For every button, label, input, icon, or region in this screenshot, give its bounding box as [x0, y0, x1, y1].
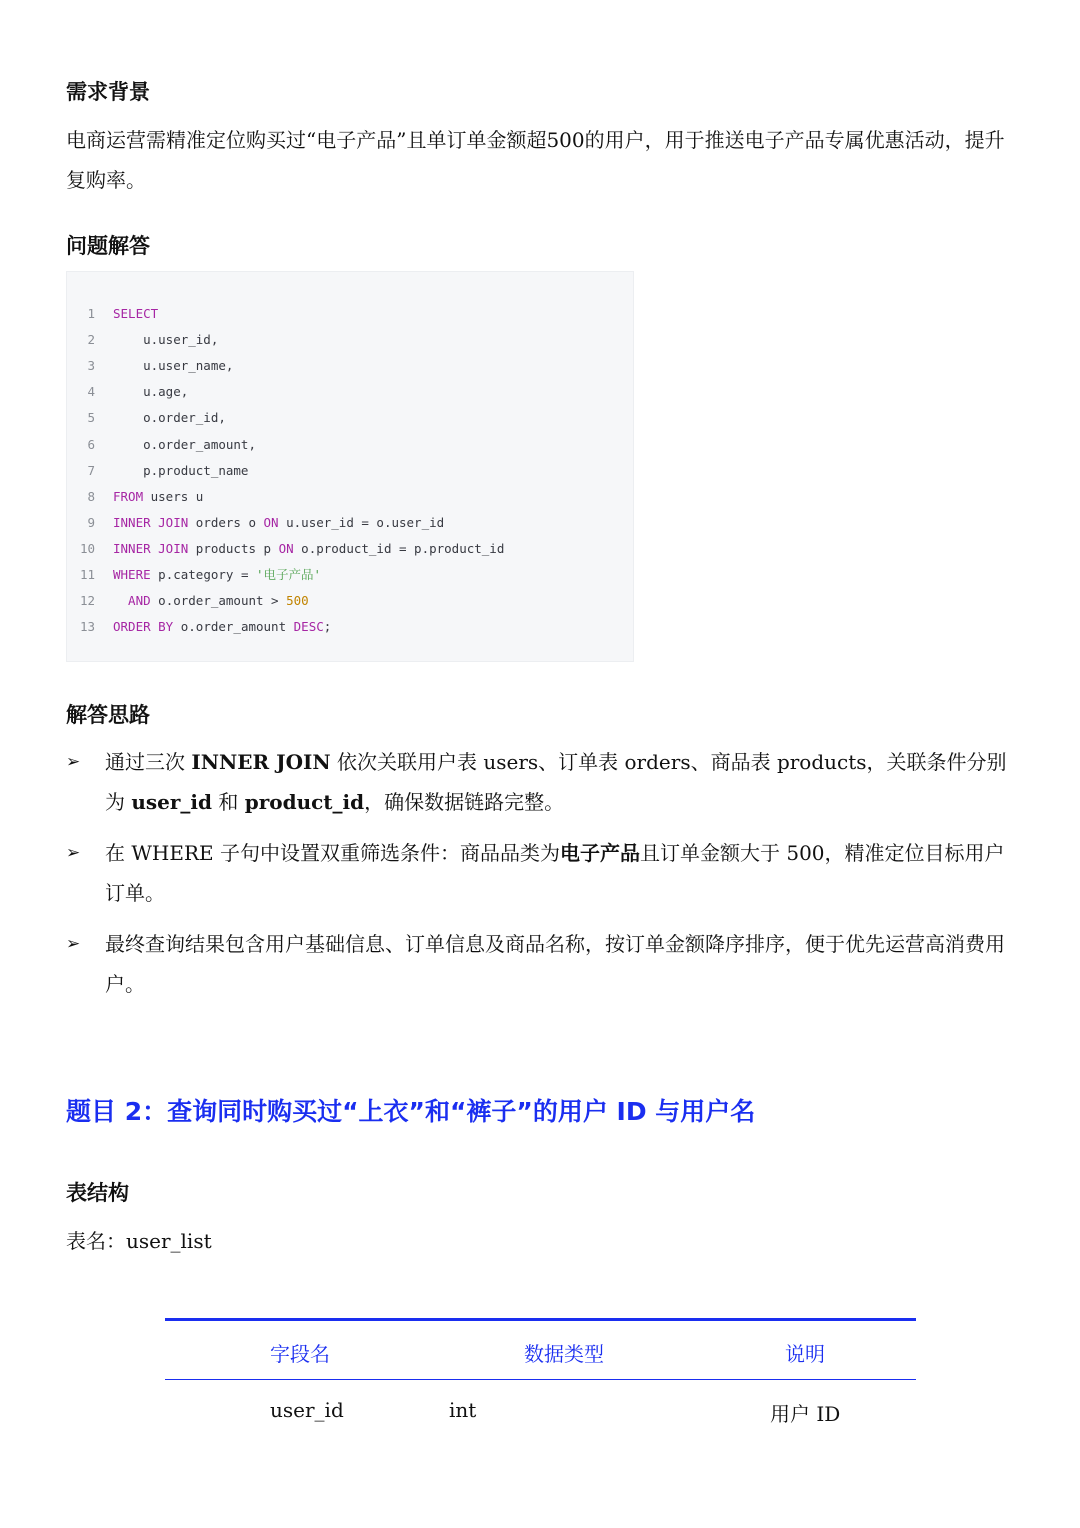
bold-term: product_id — [244, 790, 365, 814]
code-line — [67, 327, 218, 353]
heading-approach: 解答思路 — [66, 703, 150, 727]
question-2-title: 题目 2：查询同时购买过“上衣”和“裤子”的用户 ID 与用户名 — [66, 1097, 756, 1126]
text-run: 且订单金额大于 500，精准定位目标用户订单。 — [105, 841, 1005, 905]
heading-background: 需求背景 — [66, 80, 150, 104]
line-number: 9 — [87, 514, 95, 530]
sql-code-block — [66, 271, 634, 662]
table-header-desc: 说明 — [785, 1342, 825, 1366]
code-line — [67, 353, 233, 379]
heading-answer: 问题解答 — [66, 234, 150, 258]
line-number: 5 — [87, 410, 95, 426]
code-line — [67, 301, 158, 327]
line-number: 12 — [79, 593, 95, 609]
text-run: 在 WHERE 子句中设置双重筛选条件：商品品类为 — [105, 841, 560, 865]
sql-text: p.product_name — [113, 462, 249, 478]
code-line — [67, 536, 504, 562]
table-header-field: 字段名 — [270, 1342, 330, 1366]
sql-text: o.order_amount — [173, 619, 294, 635]
table-name-line: 表名：user_list — [66, 1229, 212, 1253]
sql-text: u.age, — [113, 384, 189, 400]
sql-text: o.order_id, — [113, 410, 226, 426]
line-number: 7 — [87, 462, 95, 478]
text-run: 最终查询结果包含用户基础信息、订单信息及商品名称，按订单金额降序排序，便于优先运营高消费用户。 — [105, 932, 1005, 996]
bold-term: INNER JOIN — [191, 750, 331, 774]
code-line — [67, 614, 331, 640]
sql-text: u.user_name, — [113, 358, 234, 374]
line-number: 3 — [87, 358, 95, 374]
sql-keyword: INNER JOIN — [113, 514, 189, 530]
arrowhead-bullet-icon: ➢ — [66, 752, 81, 772]
text-run: ，确保数据链路完整。 — [364, 790, 565, 814]
line-number: 11 — [79, 567, 95, 582]
code-line — [67, 458, 248, 484]
code-line — [67, 484, 203, 510]
table-header-rule — [165, 1379, 916, 1380]
table-cell-type: int — [449, 1398, 477, 1422]
text-run: 依次关联用户表 users、订单表 orders、商品表 products，关联条件分别为 — [105, 750, 1007, 814]
text-run: 和 — [212, 790, 245, 814]
table-cell-desc: 用户 ID — [770, 1402, 841, 1426]
approach-item — [66, 833, 1021, 913]
bold-term: 电子产品 — [559, 841, 640, 865]
text-run: 通过三次 — [105, 750, 192, 774]
line-number: 4 — [87, 384, 95, 400]
arrowhead-bullet-icon: ➢ — [66, 843, 81, 863]
sql-string: '电子产品' — [256, 567, 322, 582]
code-line — [67, 510, 444, 536]
approach-item — [66, 742, 1021, 822]
sql-keyword: AND — [113, 593, 151, 609]
sql-text: u.user_id, — [113, 332, 219, 348]
sql-text: ; — [323, 619, 332, 635]
sql-keyword: ON — [263, 514, 279, 530]
bold-term: user_id — [131, 790, 213, 814]
sql-keyword: WHERE — [113, 567, 151, 582]
table-header-type: 数据类型 — [524, 1342, 604, 1366]
background-paragraph: 电商运营需精准定位购买过“电子产品”且单订单金额超500的用户，用于推送电子产品专属优惠活动，提升复购率。 — [66, 128, 1005, 192]
arrowhead-bullet-icon: ➢ — [66, 934, 81, 954]
sql-text: u.user_id = o.user_id — [278, 514, 445, 530]
sql-keyword: ORDER BY — [113, 619, 174, 635]
heading-table-structure: 表结构 — [66, 1181, 129, 1205]
sql-keyword: INNER JOIN — [113, 540, 189, 556]
sql-text: p.category = — [150, 567, 256, 582]
approach-list — [66, 742, 1021, 1015]
table-cell-field: user_id — [270, 1398, 344, 1422]
line-number: 1 — [87, 306, 95, 321]
sql-keyword: DESC — [293, 619, 324, 635]
line-number: 13 — [79, 619, 95, 635]
sql-text: products p — [188, 540, 279, 556]
line-number: 2 — [87, 332, 95, 348]
sql-text: o.order_amount > — [150, 593, 287, 609]
sql-number: 500 — [286, 593, 309, 609]
code-line — [67, 405, 226, 431]
code-line — [67, 562, 321, 588]
approach-item — [66, 924, 1021, 1004]
sql-text: users u — [143, 488, 204, 504]
sql-keyword: FROM — [113, 488, 144, 504]
sql-text: orders o — [188, 514, 264, 530]
line-number: 10 — [79, 540, 95, 556]
code-line — [67, 379, 188, 405]
code-line — [67, 588, 309, 614]
sql-keyword: ON — [278, 540, 294, 556]
line-number: 6 — [87, 436, 95, 452]
sql-keyword: SELECT — [113, 306, 159, 321]
sql-text: o.product_id = p.product_id — [293, 540, 505, 556]
sql-text: o.order_amount, — [113, 436, 256, 452]
line-number: 8 — [87, 488, 95, 504]
code-line — [67, 432, 256, 458]
